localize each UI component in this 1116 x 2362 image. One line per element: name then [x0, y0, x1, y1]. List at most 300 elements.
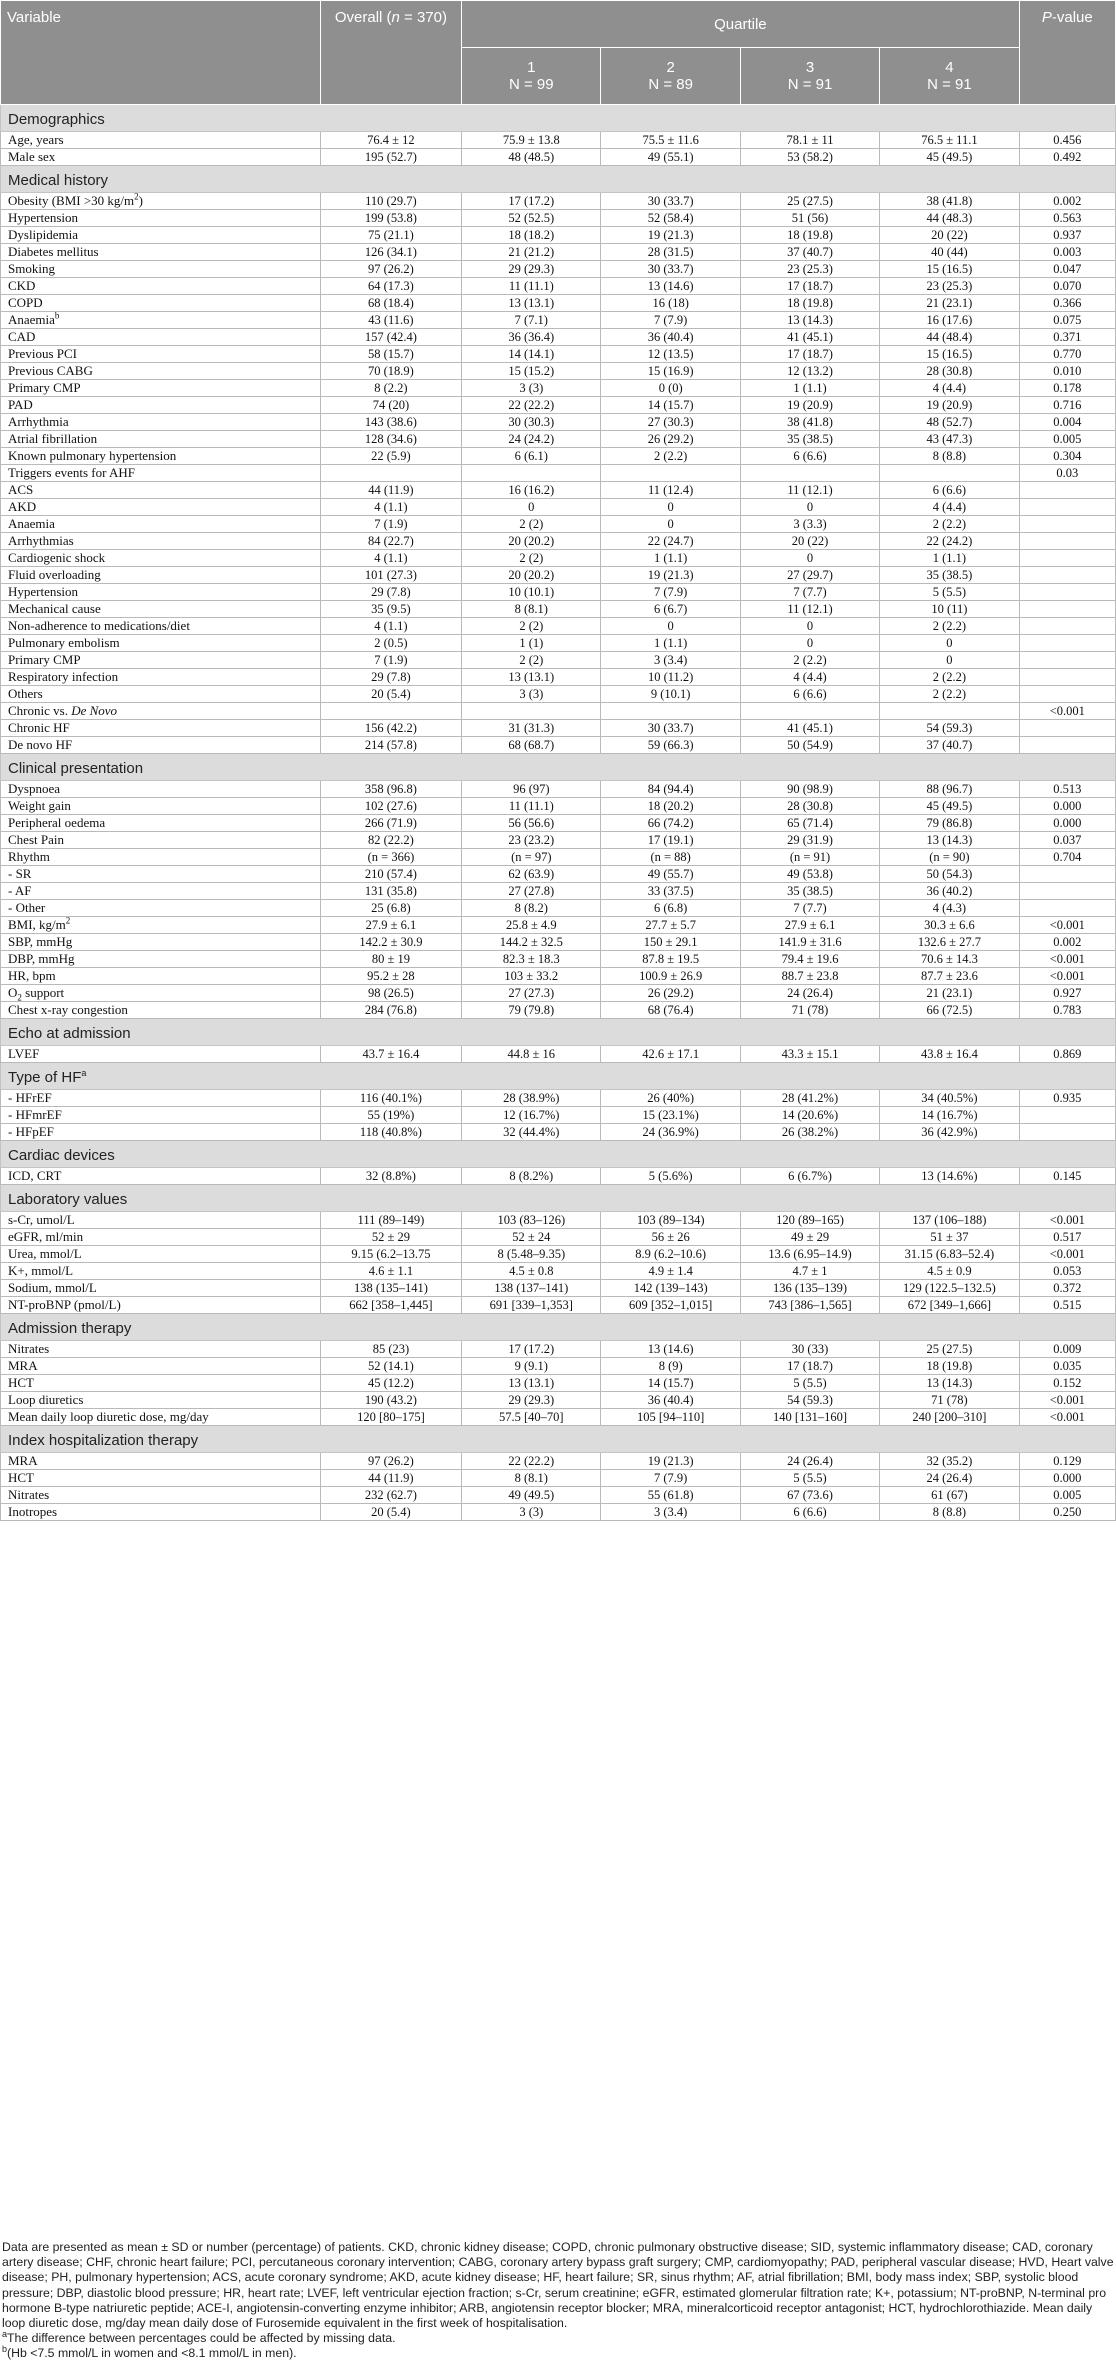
cell-overall: 199 (53.8): [320, 210, 461, 227]
cell-pvalue: 0.005: [1019, 431, 1115, 448]
cell-q4: 16 (17.6): [880, 312, 1019, 329]
row-label: [1, 1229, 321, 1246]
row-label-text: Hypertension: [8, 210, 79, 225]
cell-q4: 36 (40.2): [880, 883, 1019, 900]
cell-q4: 61 (67): [880, 1487, 1019, 1504]
cell-q4: 672 [349–1,666]: [880, 1297, 1019, 1314]
cell-q4: 36 (42.9%): [880, 1124, 1019, 1141]
cell-q1: 11 (11.1): [462, 278, 601, 295]
row-label-text: Mean daily loop diuretic dose, mg/day: [8, 1409, 209, 1424]
cell-q2: 30 (33.7): [601, 720, 740, 737]
row-label-text: HCT: [8, 1470, 34, 1485]
cell-overall: (n = 366): [320, 849, 461, 866]
cell-q3: 37 (40.7): [740, 244, 879, 261]
cell-q2: 0: [601, 499, 740, 516]
cell-pvalue: [1019, 584, 1115, 601]
row-label-text: Dyspnoea: [8, 781, 60, 796]
cell-pvalue: 0.053: [1019, 1263, 1115, 1280]
section-title: [1, 1019, 1116, 1046]
cell-q1: 52 (52.5): [462, 210, 601, 227]
cell-q4: 129 (122.5–132.5): [880, 1280, 1019, 1297]
cell-q4: 6 (6.6): [880, 482, 1019, 499]
footnote-b: [2, 2346, 1114, 2361]
cell-q1: 56 (56.6): [462, 815, 601, 832]
row-label-text: Weight gain: [8, 798, 71, 813]
cell-q2: 27 (30.3): [601, 414, 740, 431]
table-row: [1, 1358, 1116, 1375]
cell-q3: 136 (135–139): [740, 1280, 879, 1297]
row-label: [1, 737, 321, 754]
row-label: [1, 499, 321, 516]
cell-overall: 111 (89–149): [320, 1212, 461, 1229]
row-label: [1, 832, 321, 849]
cell-pvalue: [1019, 618, 1115, 635]
cell-q3: 26 (38.2%): [740, 1124, 879, 1141]
row-label: [1, 227, 321, 244]
cell-q2: 33 (37.5): [601, 883, 740, 900]
table-row: [1, 1046, 1116, 1063]
row-label-text: Pulmonary embolism: [8, 635, 120, 650]
cell-q3: 90 (98.9): [740, 781, 879, 798]
row-label-text: MRA: [8, 1453, 38, 1468]
cell-q4: 34 (40.5%): [880, 1090, 1019, 1107]
cell-q4: 76.5 ± 11.1: [880, 132, 1019, 149]
cell-pvalue: [1019, 635, 1115, 652]
cell-q2: 609 [352–1,015]: [601, 1297, 740, 1314]
cell-pvalue: 0.070: [1019, 278, 1115, 295]
cell-overall: 22 (5.9): [320, 448, 461, 465]
table-row: [1, 1229, 1116, 1246]
row-label: [1, 900, 321, 917]
cell-pvalue: 0.704: [1019, 849, 1115, 866]
cell-q3: 43.3 ± 15.1: [740, 1046, 879, 1063]
header-overall-prefix: Overall (: [334, 9, 392, 26]
table-row: [1, 533, 1116, 550]
row-label: [1, 1358, 321, 1375]
cell-q1: 103 (83–126): [462, 1212, 601, 1229]
cell-q2: 30 (33.7): [601, 261, 740, 278]
cell-overall: 80 ± 19: [320, 951, 461, 968]
cell-q2: 9 (10.1): [601, 686, 740, 703]
table-row: [1, 132, 1116, 149]
cell-q4: 2 (2.2): [880, 618, 1019, 635]
cell-q1: 16 (16.2): [462, 482, 601, 499]
section-title: [1, 1185, 1116, 1212]
cell-overall: 157 (42.4): [320, 329, 461, 346]
cell-pvalue: 0.152: [1019, 1375, 1115, 1392]
cell-overall: 190 (43.2): [320, 1392, 461, 1409]
cell-q1: 14 (14.1): [462, 346, 601, 363]
cell-q4: 4 (4.3): [880, 900, 1019, 917]
row-label: [1, 380, 321, 397]
cell-pvalue: 0.935: [1019, 1090, 1115, 1107]
row-label-text: ICD, CRT: [8, 1168, 62, 1183]
cell-pvalue: [1019, 720, 1115, 737]
cell-q2: 84 (94.4): [601, 781, 740, 798]
row-label-text: Previous CABG: [8, 363, 93, 378]
table-row: [1, 1297, 1116, 1314]
cell-pvalue: 0.517: [1019, 1229, 1115, 1246]
cell-q4: 79 (86.8): [880, 815, 1019, 832]
cell-overall: 156 (42.2): [320, 720, 461, 737]
table-row: [1, 550, 1116, 567]
cell-q2: (n = 88): [601, 849, 740, 866]
cell-q3: 41 (45.1): [740, 720, 879, 737]
row-label-text: Others: [8, 686, 43, 701]
table-row: [1, 883, 1116, 900]
cell-overall: 25 (6.8): [320, 900, 461, 917]
cell-q1: 12 (16.7%): [462, 1107, 601, 1124]
row-label: [1, 703, 321, 720]
row-label-text: Chest x-ray congestion: [8, 1002, 128, 1017]
cell-q3: 88.7 ± 23.8: [740, 968, 879, 985]
table-row: [1, 397, 1116, 414]
cell-q3: 743 [386–1,565]: [740, 1297, 879, 1314]
cell-q3: 6 (6.7%): [740, 1168, 879, 1185]
table-row: [1, 244, 1116, 261]
cell-q4: 45 (49.5): [880, 798, 1019, 815]
cell-q4: 4.5 ± 0.9: [880, 1263, 1019, 1280]
row-label: [1, 584, 321, 601]
cell-q4: 23 (25.3): [880, 278, 1019, 295]
table-row: [1, 703, 1116, 720]
cell-q4: 19 (20.9): [880, 397, 1019, 414]
cell-pvalue: [1019, 482, 1115, 499]
cell-q3: 24 (26.4): [740, 1453, 879, 1470]
cell-q3: 27.9 ± 6.1: [740, 917, 879, 934]
table-row: [1, 618, 1116, 635]
cell-q2: 6 (6.7): [601, 601, 740, 618]
cell-overall: 45 (12.2): [320, 1375, 461, 1392]
cell-overall: 52 (14.1): [320, 1358, 461, 1375]
cell-q3: 17 (18.7): [740, 1358, 879, 1375]
table-row: [1, 1168, 1116, 1185]
row-label: [1, 1107, 321, 1124]
cell-pvalue: [1019, 686, 1115, 703]
cell-q3: 24 (26.4): [740, 985, 879, 1002]
footnote-a: [2, 2331, 1114, 2346]
cell-q2: 17 (19.1): [601, 832, 740, 849]
cell-q3: 13 (14.3): [740, 312, 879, 329]
cell-overall: 131 (35.8): [320, 883, 461, 900]
table-row: [1, 720, 1116, 737]
row-label-text: Male sex: [8, 149, 56, 164]
cell-overall: 284 (76.8): [320, 1002, 461, 1019]
cell-q2: 105 [94–110]: [601, 1409, 740, 1426]
table-row: [1, 669, 1116, 686]
cell-q3: 0: [740, 499, 879, 516]
cell-overall: 8 (2.2): [320, 380, 461, 397]
row-label-text: AKD: [8, 499, 37, 514]
cell-q2: 19 (21.3): [601, 567, 740, 584]
cell-q1: 10 (10.1): [462, 584, 601, 601]
cell-q3: 5 (5.5): [740, 1470, 879, 1487]
cell-q3: 0: [740, 618, 879, 635]
cell-q3: 2 (2.2): [740, 652, 879, 669]
cell-q4: 44 (48.3): [880, 210, 1019, 227]
cell-overall: 43 (11.6): [320, 312, 461, 329]
cell-overall: 138 (135–141): [320, 1280, 461, 1297]
section-row: [1, 166, 1116, 193]
cell-q1: 30 (30.3): [462, 414, 601, 431]
cell-q3: 50 (54.9): [740, 737, 879, 754]
cell-q1: 7 (7.1): [462, 312, 601, 329]
cell-overall: 195 (52.7): [320, 149, 461, 166]
row-label-text: - HFpEF: [8, 1124, 54, 1139]
table-row: [1, 584, 1116, 601]
cell-pvalue: 0.371: [1019, 329, 1115, 346]
row-label: [1, 1409, 321, 1426]
cell-q2: 87.8 ± 19.5: [601, 951, 740, 968]
cell-overall: 97 (26.2): [320, 1453, 461, 1470]
cell-q1: 21 (21.2): [462, 244, 601, 261]
cell-overall: 142.2 ± 30.9: [320, 934, 461, 951]
row-label-sup: b: [54, 311, 60, 321]
cell-q4: [880, 703, 1019, 720]
section-row: [1, 1019, 1116, 1046]
row-label: [1, 448, 321, 465]
cell-overall: 143 (38.6): [320, 414, 461, 431]
cell-q1: 18 (18.2): [462, 227, 601, 244]
cell-q2: 16 (18): [601, 295, 740, 312]
row-label: [1, 1341, 321, 1358]
cell-q1: [462, 465, 601, 482]
row-label-after: support: [21, 985, 65, 1000]
cell-q2: 49 (55.1): [601, 149, 740, 166]
row-label-text: - AF: [8, 883, 32, 898]
table-row: [1, 482, 1116, 499]
cell-pvalue: [1019, 652, 1115, 669]
row-label: [1, 686, 321, 703]
section-row: [1, 754, 1116, 781]
table-row: [1, 329, 1116, 346]
cell-q2: 7 (7.9): [601, 1470, 740, 1487]
cell-pvalue: 0.927: [1019, 985, 1115, 1002]
table-row: [1, 781, 1116, 798]
table-row: [1, 652, 1116, 669]
row-label-text: BMI, kg/m: [8, 917, 66, 932]
cell-q2: 0: [601, 618, 740, 635]
cell-pvalue: 0.002: [1019, 934, 1115, 951]
header-pvalue-p: P: [1041, 9, 1052, 26]
cell-pvalue: 0.004: [1019, 414, 1115, 431]
table-row: [1, 227, 1116, 244]
row-label-text: COPD: [8, 295, 43, 310]
cell-pvalue: 0.003: [1019, 244, 1115, 261]
cell-q2: 56 ± 26: [601, 1229, 740, 1246]
cell-q1: 9 (9.1): [462, 1358, 601, 1375]
section-title-sup: a: [81, 1068, 87, 1078]
row-label-text: HR, bpm: [8, 968, 56, 983]
cell-q1: 25.8 ± 4.9: [462, 917, 601, 934]
row-label-text: PAD: [8, 397, 33, 412]
cell-q2: 14 (15.7): [601, 1375, 740, 1392]
cell-q2: 36 (40.4): [601, 1392, 740, 1409]
cell-pvalue: <0.001: [1019, 1212, 1115, 1229]
table-row: [1, 499, 1116, 516]
row-label-text: CKD: [8, 278, 36, 293]
row-label: [1, 431, 321, 448]
cell-overall: 116 (40.1%): [320, 1090, 461, 1107]
cell-q1: 8 (8.2%): [462, 1168, 601, 1185]
table-row: [1, 448, 1116, 465]
cell-q4: 137 (106–188): [880, 1212, 1019, 1229]
section-title-text: Echo at admission: [8, 1025, 131, 1042]
cell-q4: 132.6 ± 27.7: [880, 934, 1019, 951]
table-row: [1, 1375, 1116, 1392]
row-label-text: Loop diuretics: [8, 1392, 84, 1407]
cell-q4: 4 (4.4): [880, 380, 1019, 397]
cell-q2: 3 (3.4): [601, 652, 740, 669]
cell-q2: 55 (61.8): [601, 1487, 740, 1504]
header-pvalue-rest: -value: [1051, 9, 1093, 26]
row-label-text: Peripheral oedema: [8, 815, 106, 830]
cell-pvalue: 0.250: [1019, 1504, 1115, 1521]
section-row: [1, 105, 1116, 132]
section-title: [1, 1426, 1116, 1453]
table-row: [1, 1409, 1116, 1426]
cell-q2: 19 (21.3): [601, 227, 740, 244]
row-label-text: CAD: [8, 329, 36, 344]
table-row: [1, 465, 1116, 482]
cell-q4: 8 (8.8): [880, 1504, 1019, 1521]
cell-q3: 13.6 (6.95–14.9): [740, 1246, 879, 1263]
row-label-sub: 2: [17, 992, 22, 1002]
table-row: [1, 968, 1116, 985]
cell-q3: 35 (38.5): [740, 883, 879, 900]
cell-q2: 52 (58.4): [601, 210, 740, 227]
cell-q1: 3 (3): [462, 1504, 601, 1521]
table-row: [1, 635, 1116, 652]
row-label-italic: De Novo: [71, 703, 118, 718]
cell-q4: 14 (16.7%): [880, 1107, 1019, 1124]
cell-q3: 3 (3.3): [740, 516, 879, 533]
cell-pvalue: 0.035: [1019, 1358, 1115, 1375]
cell-q2: 8 (9): [601, 1358, 740, 1375]
cell-overall: 58 (15.7): [320, 346, 461, 363]
cell-q2: 19 (21.3): [601, 1453, 740, 1470]
row-label-text: Urea, mmol/L: [8, 1246, 82, 1261]
cell-q2: 22 (24.7): [601, 533, 740, 550]
table-row: [1, 1280, 1116, 1297]
table-row: [1, 1504, 1116, 1521]
cell-pvalue: 0.563: [1019, 210, 1115, 227]
cell-q2: 5 (5.6%): [601, 1168, 740, 1185]
cell-q4: 13 (14.3): [880, 1375, 1019, 1392]
table-row: [1, 1002, 1116, 1019]
cell-pvalue: 0.515: [1019, 1297, 1115, 1314]
cell-q4: 43 (47.3): [880, 431, 1019, 448]
table-row: [1, 849, 1116, 866]
cell-q1: 22 (22.2): [462, 1453, 601, 1470]
row-label: [1, 1280, 321, 1297]
cell-q1: (n = 97): [462, 849, 601, 866]
cell-q3: 51 (56): [740, 210, 879, 227]
cell-overall: 4 (1.1): [320, 618, 461, 635]
row-label-text: DBP, mmHg: [8, 951, 75, 966]
cell-q3: 38 (41.8): [740, 414, 879, 431]
cell-q4: 25 (27.5): [880, 1341, 1019, 1358]
cell-q2: 59 (66.3): [601, 737, 740, 754]
cell-overall: 210 (57.4): [320, 866, 461, 883]
cell-q3: 49 ± 29: [740, 1229, 879, 1246]
cell-overall: 118 (40.8%): [320, 1124, 461, 1141]
row-label: [1, 516, 321, 533]
cell-overall: 2 (0.5): [320, 635, 461, 652]
cell-pvalue: 0.047: [1019, 261, 1115, 278]
cell-q1: 24 (24.2): [462, 431, 601, 448]
cell-q2: 10 (11.2): [601, 669, 740, 686]
cell-q3: 41 (45.1): [740, 329, 879, 346]
cell-q4: 70.6 ± 14.3: [880, 951, 1019, 968]
cell-pvalue: <0.001: [1019, 917, 1115, 934]
row-label-text: NT-proBNP (pmol/L): [8, 1297, 121, 1312]
table-row: [1, 312, 1116, 329]
cell-q4: 45 (49.5): [880, 149, 1019, 166]
row-label-text: Atrial fibrillation: [8, 431, 98, 446]
table-row: [1, 414, 1116, 431]
row-label: [1, 210, 321, 227]
row-label-text: Chronic vs.: [8, 703, 72, 718]
row-label-text: HCT: [8, 1375, 34, 1390]
cell-q4: 15 (16.5): [880, 261, 1019, 278]
cell-q2: 150 ± 29.1: [601, 934, 740, 951]
row-label-text: LVEF: [8, 1046, 40, 1061]
cell-q3: 18 (19.8): [740, 227, 879, 244]
cell-q3: 18 (19.8): [740, 295, 879, 312]
cell-q4: 38 (41.8): [880, 193, 1019, 210]
cell-overall: [320, 465, 461, 482]
table-body: [1, 105, 1116, 1521]
cell-overall: 74 (20): [320, 397, 461, 414]
cell-overall: 232 (62.7): [320, 1487, 461, 1504]
cell-q1: 36 (36.4): [462, 329, 601, 346]
row-label-text: Fluid overloading: [8, 567, 101, 582]
cell-q2: 6 (6.8): [601, 900, 740, 917]
table-row: [1, 1453, 1116, 1470]
cell-q4: 2 (2.2): [880, 669, 1019, 686]
cell-q3: 12 (13.2): [740, 363, 879, 380]
cell-pvalue: 0.009: [1019, 1341, 1115, 1358]
row-label-text: De novo HF: [8, 737, 73, 752]
table-row: [1, 900, 1116, 917]
cell-pvalue: 0.075: [1019, 312, 1115, 329]
row-label: [1, 1375, 321, 1392]
cell-pvalue: 0.000: [1019, 798, 1115, 815]
quartile-number: 1: [527, 59, 536, 76]
cell-q2: 2 (2.2): [601, 448, 740, 465]
cell-q3: 17 (18.7): [740, 346, 879, 363]
quartile-n: N = 89: [648, 76, 693, 93]
row-label-text: ACS: [8, 482, 34, 497]
section-title: [1, 1063, 1116, 1090]
cell-pvalue: [1019, 1124, 1115, 1141]
section-title-text: Type of HF: [8, 1069, 82, 1086]
cell-q3: 65 (71.4): [740, 815, 879, 832]
cell-q2: [601, 465, 740, 482]
quartile-n: N = 91: [927, 76, 972, 93]
row-label-text: Smoking: [8, 261, 55, 276]
header-overall: [320, 1, 461, 105]
cell-pvalue: 0.03: [1019, 465, 1115, 482]
row-label: [1, 669, 321, 686]
cell-pvalue: 0.304: [1019, 448, 1115, 465]
table-row: [1, 951, 1116, 968]
table-row: [1, 737, 1116, 754]
cell-q4: 1 (1.1): [880, 550, 1019, 567]
cell-q2: 3 (3.4): [601, 1504, 740, 1521]
cell-pvalue: 0.366: [1019, 295, 1115, 312]
